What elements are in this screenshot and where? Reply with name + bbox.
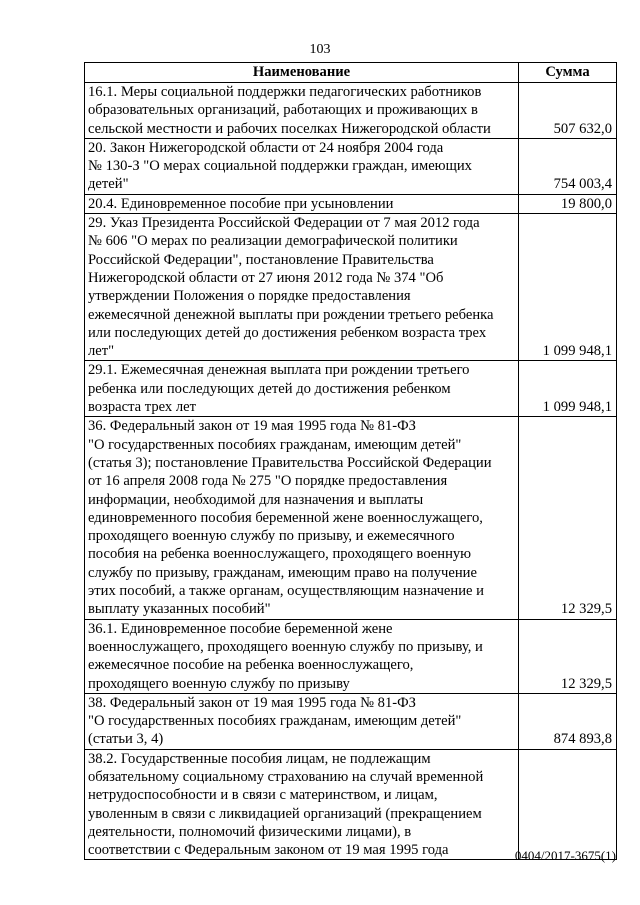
row-name: 29.1. Ежемесячная денежная выплата при рождении третьего ребенка или последующих детей до достижения ребенком возраста трех лет — [85, 361, 519, 417]
row-amount: 12 329,5 — [519, 417, 617, 619]
row-amount: 507 632,0 — [519, 83, 617, 139]
row-amount — [519, 749, 617, 860]
row-name: 38.2. Государственные пособия лицам, не подлежащим обязательному социальному страхованию на случай временной нетрудоспособности и в связи с материнством, и лицам, уволенным в связи с ликвидацией организаций (прекращением деятельности, полномочий физическими лицами), в соответствии с Федеральным законом от 19 мая 1995 года — [85, 749, 519, 860]
row-amount: 874 893,8 — [519, 693, 617, 749]
page-number: 103 — [309, 42, 331, 57]
table-row — [85, 361, 617, 417]
row-name: 29. Указ Президента Российской Федерации от 7 мая 2012 года № 606 "О мерах по реализации демографической политики Российской Федерации", постановление Правительства Нижегородской области от 27 июня 2012 года № 374 "Об утверждении Положения о порядке предоставления ежемесячной денежной выплаты при рождении третьего ребенка или последующих детей до достижения ребенком возраста трех лет" — [85, 214, 519, 361]
document-code: 0404/2017-3675(1) — [514, 848, 616, 863]
row-name: 20.4. Единовременное пособие при усыновлении — [85, 194, 519, 213]
table-row — [85, 194, 617, 213]
row-amount: 1 099 948,1 — [519, 214, 617, 361]
budget-table — [84, 62, 617, 860]
row-name: 36. Федеральный закон от 19 мая 1995 года № 81-ФЗ "О государственных пособиях гражданам, имеющим детей" (статья 3); постановление Правительства Российской Федерации от 16 апреля 2008 года № 275 "О порядке предоставления информации, необходимой для назначения и выплаты единовременного пособия беременной жене военнослужащего, проходящего военную службу по призыву, и ежемесячного пособия на ребенка военнослужащего, проходящего военную службу по призыву, гражданам, имеющим право на получение этих пособий, а также органам, осуществляющим назначение и выплату указанных пособий" — [85, 417, 519, 619]
table-row — [85, 417, 617, 619]
row-name: 38. Федеральный закон от 19 мая 1995 года № 81-ФЗ "О государственных пособиях гражданам, имеющим детей" (статьи 3, 4) — [85, 693, 519, 749]
table-header-row — [85, 63, 617, 83]
row-name: 20. Закон Нижегородской области от 24 ноября 2004 года № 130-З "О мерах социальной поддержки граждан, имеющих детей" — [85, 138, 519, 194]
table-row — [85, 749, 617, 860]
row-name: 36.1. Единовременное пособие беременной жене военнослужащего, проходящего военную службу по призыву, и ежемесячное пособие на ребенка военнослужащего, проходящего военную службу по призыву — [85, 619, 519, 693]
row-amount: 1 099 948,1 — [519, 361, 617, 417]
table-row — [85, 138, 617, 194]
row-amount: 19 800,0 — [519, 194, 617, 213]
table-row — [85, 214, 617, 361]
header-name: Наименование — [85, 63, 519, 83]
table-row — [85, 693, 617, 749]
row-amount: 754 003,4 — [519, 138, 617, 194]
table-row — [85, 83, 617, 139]
table-row — [85, 619, 617, 693]
row-amount: 12 329,5 — [519, 619, 617, 693]
header-amount: Сумма — [519, 63, 617, 83]
row-name: 16.1. Меры социальной поддержки педагогических работников образовательных организаций, работающих и проживающих в сельской местности и рабочих поселках Нижегородской области — [85, 83, 519, 139]
